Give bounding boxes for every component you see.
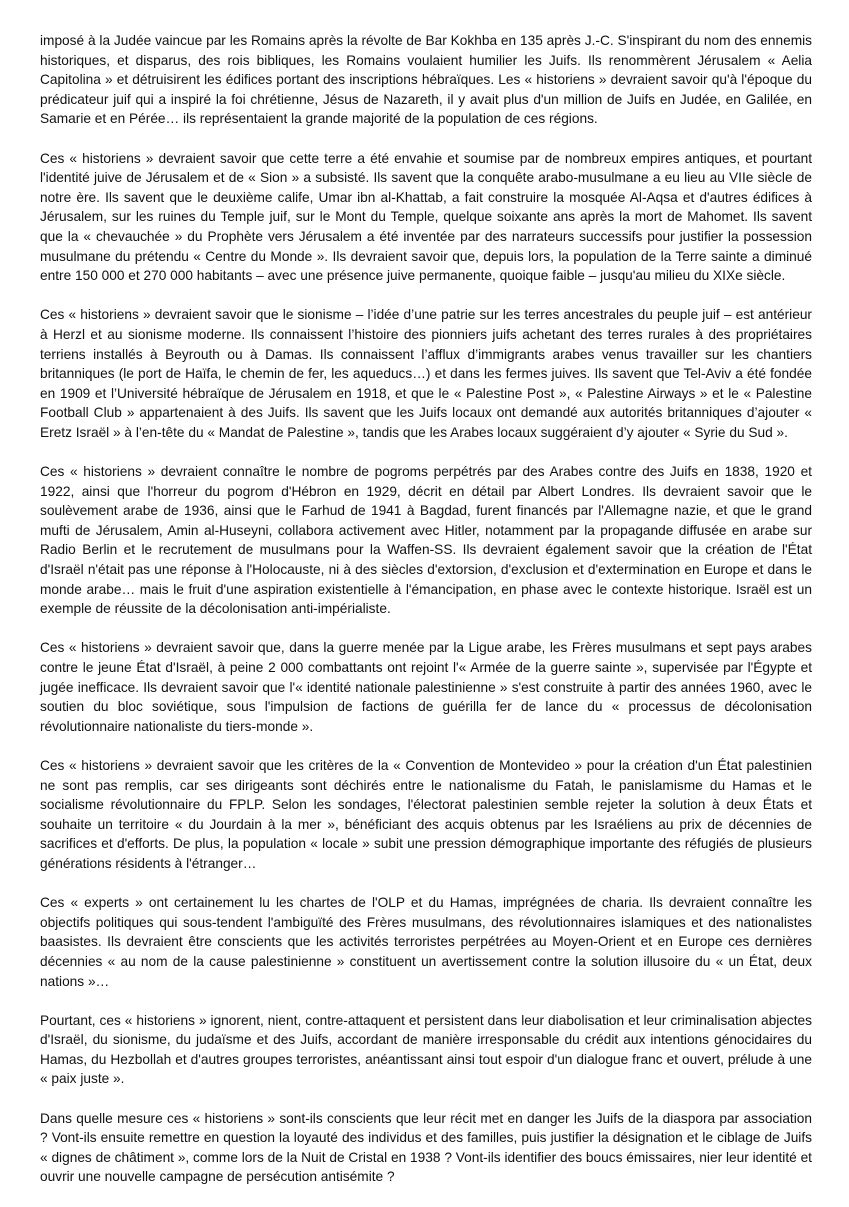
paragraph-8: Pourtant, ces « historiens » ignorent, nient, contre-attaquent et persistent dans leur diabolisation et leur criminalisation abjectes d'Israël, du sionisme, du judaïsme et des Juifs, accordant de manière irresponsable du crédit aux intentions génocidaires du Hamas, du Hezbollah et d'autres groupes terroristes, anéantissant ainsi tout espoir d'un dialogue franc et ouvert, prélude à une « paix juste ». <box>40 1012 812 1087</box>
document-body <box>40 31 812 1207</box>
paragraph-1: imposé à la Judée vaincue par les Romains après la révolte de Bar Kokhba en 135 après J.-C. S'inspirant du nom des ennemis historiques, et disparus, des rois bibliques, les Romains voulaient humilier les Juifs. Ils renommèrent Jérusalem « Aelia Capitolina » et détruisirent les édifices portant des inscriptions hébraïques. Les « historiens » devraient savoir qu'à l'époque du prédicateur juif qui a inspiré la foi chrétienne, Jésus de Nazareth, il y avait plus d'un million de Juifs en Judée, en Galilée, en Samarie et en Pérée… ils représentaient la grande majorité de la population de ces régions. <box>40 33 812 127</box>
paragraph-9: Dans quelle mesure ces « historiens » sont-ils conscients que leur récit met en danger les Juifs de la diaspora par association ? Vont-ils ensuite remettre en question la loyauté des individus et des familles, puis justifier la désignation et le ciblage de Juifs « dignes de châtiment », comme lors de la Nuit de Cristal en 1938 ? Vont-ils identifier des boucs émissaires, nier leur identité et ouvrir une nouvelle campagne de persécution antisémite ? <box>40 1110 812 1185</box>
paragraph-6: Ces « historiens » devraient savoir que les critères de la « Convention de Montevideo » pour la création d'un État palestinien ne sont pas remplis, car ses dirigeants sont déchirés entre le nationalisme du Fatah, le panislamisme du Hamas et le socialisme révolutionnaire du FPLP. Selon les sondages, l'électorat palestinien semble rejeter la solution à deux États et souhaite un territoire « du Jourdain à la mer », bénéficiant des acquis obtenus par les Israéliens au prix de décennies de sacrifices et d'efforts. De plus, la population « locale » subit une pression démographique importante des réfugiés de plusieurs générations résidents à l'étranger… <box>40 757 812 871</box>
paragraph-2: Ces « historiens » devraient savoir que cette terre a été envahie et soumise par de nombreux empires antiques, et pourtant l'identité juive de Jérusalem et de « Sion » a subsisté. Ils savent que la conquête arabo-musulmane a eu lieu au VIIe siècle de notre ère. Ils savent que le deuxième calife, Umar ibn al-Khattab, a fait construire la mosquée Al-Aqsa et d'autres édifices à Jérusalem, sur les ruines du Temple juif, sur le Mont du Temple, quelque soixante ans après la mort de Mahomet. Ils savent que la « chevauchée » du Prophète vers Jérusalem a été inventée par des narrateurs successifs pour justifier la possession musulmane du prétendu « Centre du Monde ». Ils devraient savoir que, depuis lors, la population de la Terre sainte a diminué entre 150 000 et 270 000 habitants – avec une présence juive permanente, quoique faible – jusqu'au milieu du XIXe siècle. <box>40 150 812 284</box>
paragraph-7: Ces « experts » ont certainement lu les chartes de l'OLP et du Hamas, imprégnées de charia. Ils devraient connaître les objectifs politiques qui sous-tendent l'ambiguïté des Frères musulmans, des révolutionnaires islamiques et des nationalistes baasistes. Ils devraient être conscients que les activités terroristes perpétrées au Moyen-Orient et en Europe ces dernières décennies « au nom de la cause palestinienne » constituent un avertissement contre la solution illusoire du « un État, deux nations »… <box>40 895 812 989</box>
paragraph-3: Ces « historiens » devraient savoir que le sionisme – l’idée d’une patrie sur les terres ancestrales du peuple juif – est antérieur à Herzl et au sionisme moderne. Ils connaissent l’histoire des pionniers juifs achetant des terres rurales à des propriétaires terriens installés à Beyrouth ou à Damas. Ils connaissent l’afflux d’immigrants arabes venus travailler sur les chantiers britanniques (le port de Haïfa, le chemin de fer, les aqueducs…) et dans les fermes juives. Ils savent que Tel-Aviv a été fondée en 1909 et l’Université hébraïque de Jérusalem en 1918, et que le « Palestine Post », « Palestine Airways » et le « Palestine Football Club » appartenaient à des Juifs. Ils savent que les Juifs locaux ont demandé aux autorités britanniques d’ajouter « Eretz Israël » à l’en-tête du « Mandat de Palestine », tandis que les Arabes locaux suggéraient d’y ajouter « Syrie du Sud ». <box>40 307 812 440</box>
paragraph-4: Ces « historiens » devraient connaître le nombre de pogroms perpétrés par des Arabes contre des Juifs en 1838, 1920 et 1922, ainsi que l'horreur du pogrom d'Hébron en 1929, décrit en détail par Albert Londres. Ils devraient savoir que le soulèvement arabe de 1936, ainsi que le Farhud de 1941 à Bagdad, furent financés par l'Allemagne nazie, et que le grand mufti de Jérusalem, Amin al-Huseyni, collabora activement avec Hitler, notamment par la propagande diffusée en arabe sur Radio Berlin et le recrutement de musulmans pour la Waffen-SS. Ils devraient également savoir que la création de l'État d'Israël n'était pas une réponse à l'Holocauste, ni à des siècles d'extorsion, d'exclusion et d'extermination en Europe et dans le monde arabe… mais le fruit d'une aspiration existentielle à l'émancipation, en phase avec le contexte historique. Israël est un exemple de réussite de la décolonisation anti-impérialiste. <box>40 464 812 617</box>
paragraph-5: Ces « historiens » devraient savoir que, dans la guerre menée par la Ligue arabe, les Frères musulmans et sept pays arabes contre le jeune État d'Israël, à peine 2 000 combattants ont rejoint l'« Armée de la guerre sainte », supervisée par l'Égypte et jugée inefficace. Ils devraient savoir que l'« identité nationale palestinienne » s'est construite à partir des années 1960, avec le soutien du bloc soviétique, sous l'impulsion de factions de guérilla fer de lance du « processus de décolonisation révolutionnaire nationaliste du tiers-monde ». <box>40 640 812 734</box>
